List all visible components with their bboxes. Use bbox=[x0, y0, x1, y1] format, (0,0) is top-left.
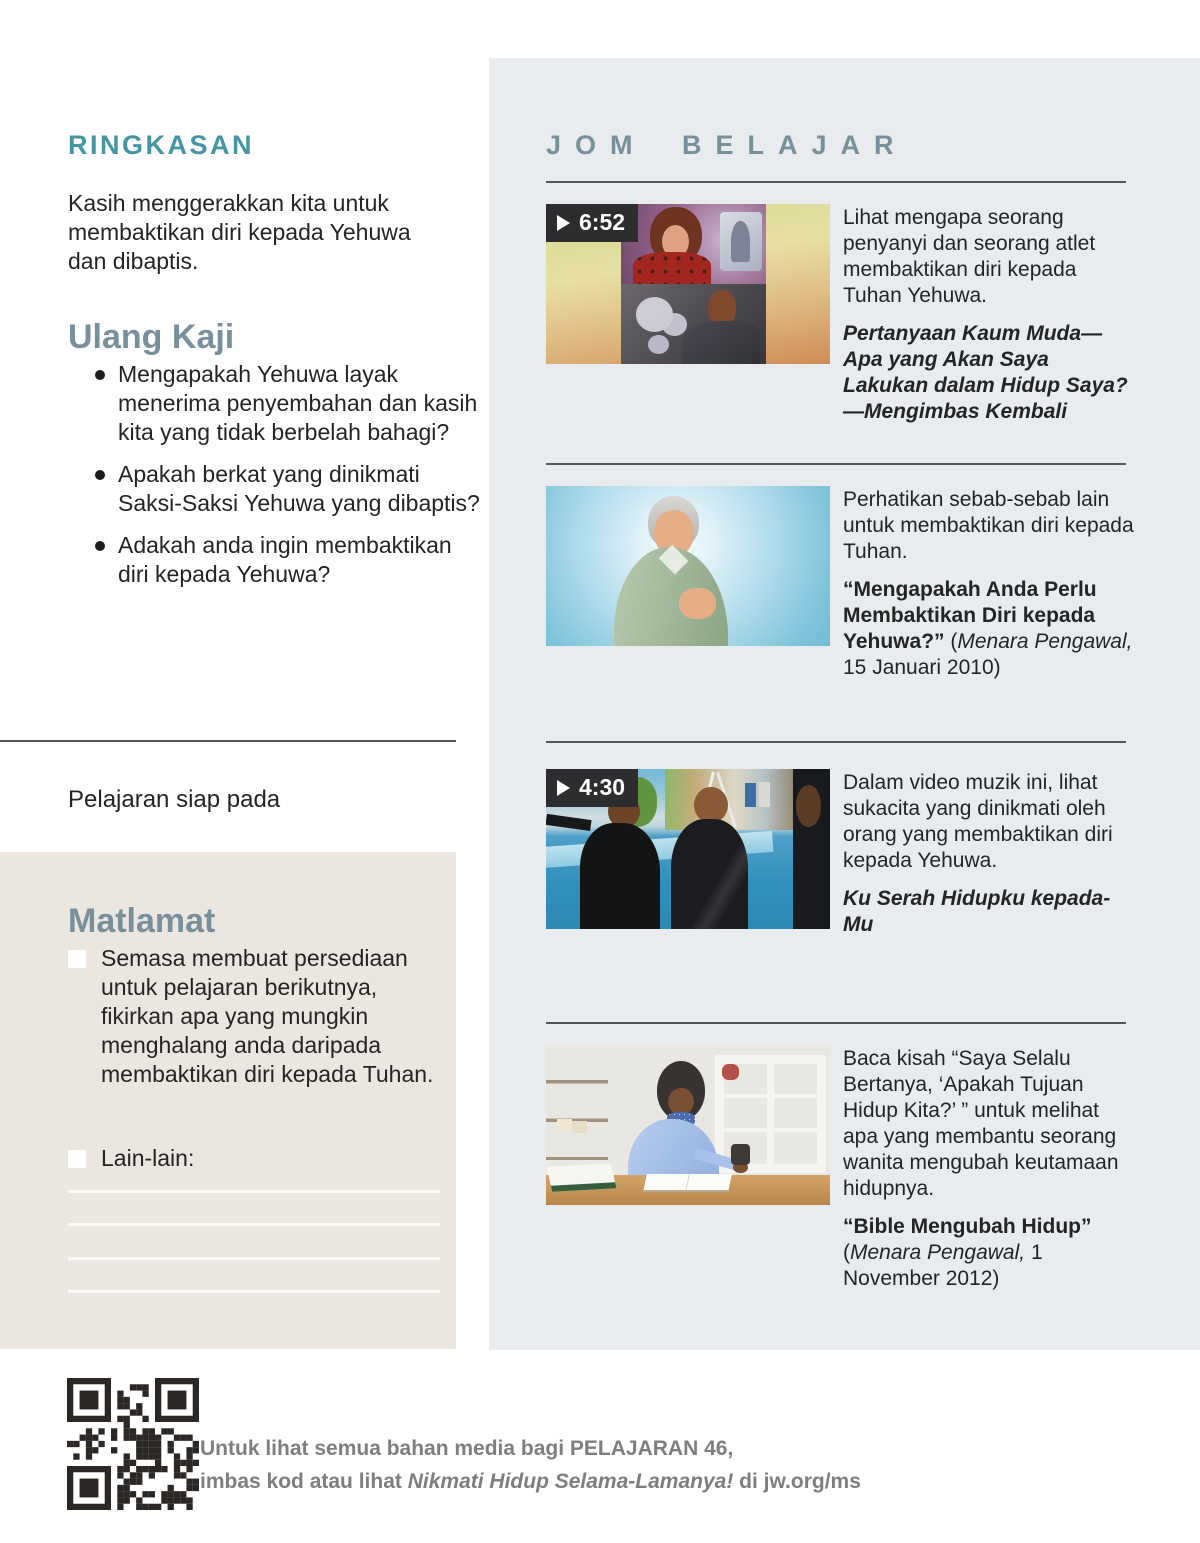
footer-line2 bbox=[200, 1465, 861, 1498]
study-item-title bbox=[843, 1214, 1136, 1292]
interview-photo-athlete bbox=[621, 284, 766, 364]
write-in-line bbox=[68, 1223, 440, 1226]
lesson-ready-label: Pelajaran siap pada bbox=[68, 786, 281, 813]
goal-text: Semasa membuat persediaan untuk pelajaran berikutnya, fikirkan apa yang mungkin menghalang anda daripada membaktikan diri kepada Tuhan. bbox=[101, 945, 434, 1087]
athlete-suit bbox=[682, 321, 760, 364]
candles bbox=[557, 1119, 571, 1132]
study-item-row bbox=[546, 1045, 1196, 1292]
study-panel-title: JOM BELAJAR bbox=[546, 130, 908, 161]
reference-open: ( bbox=[843, 1241, 850, 1264]
goals-box bbox=[0, 852, 456, 1349]
reference-source: Menara Pengawal, bbox=[850, 1241, 1026, 1264]
interview-photo-singer bbox=[621, 204, 766, 284]
qr-code bbox=[67, 1378, 199, 1510]
wedding-photo-inset bbox=[720, 212, 762, 271]
reference-date: 15 Januari 2010) bbox=[843, 656, 1001, 679]
onlooker bbox=[759, 782, 770, 808]
study-item-description: Baca kisah “Saya Selalu Bertanya, ‘Apakah Tujuan Hidup Kita?’ ” untuk melihat apa yang membantu seorang wanita mengubah keutamaan hidupnya. bbox=[843, 1047, 1119, 1200]
study-item-text bbox=[843, 486, 1136, 681]
section-divider bbox=[546, 463, 1126, 465]
footer-note bbox=[200, 1432, 861, 1498]
left-section-divider bbox=[0, 740, 456, 742]
footer-line2-text: imbas kod atau lihat bbox=[200, 1470, 408, 1493]
article-title: “Mengapakah Anda Perlu Membaktikan Diri kepada Yehuwa?” bbox=[843, 578, 1097, 653]
baptizer-arm bbox=[546, 814, 592, 831]
review-title: Ulang Kaji bbox=[68, 318, 235, 357]
study-item-row bbox=[546, 769, 1196, 938]
summary-body: Kasih menggerakkan kita untuk membaktikan diri kepada Yehuwa dan dibaptis. bbox=[68, 190, 411, 274]
study-item-description: Lihat mengapa seorang penyanyi dan seorang atlet membaktikan diri kepada Tuhan Yehuwa. bbox=[843, 206, 1096, 307]
study-item-text bbox=[843, 769, 1136, 938]
open-book bbox=[643, 1174, 732, 1192]
video-thumbnail-baptism[interactable] bbox=[546, 769, 830, 929]
write-in-line bbox=[68, 1257, 440, 1260]
reference-date: 1 November 2012) bbox=[843, 1241, 1043, 1290]
video-duration: 6:52 bbox=[579, 209, 626, 235]
study-item-description: Perhatikan sebab-sebab lain untuk membaktikan diri kepada Tuhan. bbox=[843, 488, 1134, 563]
goals-title: Matlamat bbox=[68, 902, 216, 941]
write-in-line bbox=[68, 1290, 440, 1293]
study-item-row bbox=[546, 486, 1196, 681]
review-question: Apakah berkat yang dinikmati Saksi-Saksi Yehuwa yang dibaptis? bbox=[95, 460, 487, 518]
attendant-face bbox=[796, 785, 822, 827]
goal-item bbox=[68, 944, 436, 1089]
baptizer-shirt bbox=[580, 823, 660, 929]
reference-open: ( bbox=[944, 630, 958, 653]
singer-floral-top bbox=[633, 252, 711, 284]
reference-source: Menara Pengawal, bbox=[957, 630, 1133, 653]
study-item-title bbox=[843, 321, 1136, 425]
open-bible bbox=[546, 1164, 616, 1193]
baptized-youth-wet-shirt bbox=[671, 819, 748, 929]
goal-text: Lain-lain: bbox=[101, 1145, 195, 1171]
clasped-hands bbox=[679, 588, 716, 618]
goal-checkbox[interactable] bbox=[68, 950, 86, 968]
song-title: Ku Serah Hidupku kepada-Mu bbox=[843, 887, 1111, 936]
section-divider bbox=[546, 741, 1126, 743]
article-image-praying-man bbox=[546, 486, 830, 646]
wedding-couple-silhouette bbox=[731, 221, 749, 261]
review-question-list bbox=[95, 360, 487, 602]
summary-title: RINGKASAN bbox=[68, 130, 255, 161]
footer-line1: Untuk lihat semua bahan media bagi PELAJARAN 46, bbox=[200, 1437, 734, 1460]
study-item-description: Dalam video muzik ini, lihat sukacita yang dinikmati oleh orang yang membaktikan diri kepada Yehuwa. bbox=[843, 771, 1113, 872]
goal-item bbox=[68, 1144, 436, 1173]
study-item-text bbox=[843, 1045, 1136, 1292]
write-in-line bbox=[68, 1190, 440, 1193]
windowsill-pot bbox=[731, 1144, 751, 1165]
book-crease bbox=[686, 1174, 691, 1190]
study-item-text bbox=[843, 204, 1136, 425]
article-title: “Bible Mengubah Hidup” bbox=[843, 1215, 1092, 1238]
article-image-woman-studying bbox=[546, 1045, 830, 1205]
study-item-row bbox=[546, 204, 1196, 425]
review-question: Mengapakah Yehuwa layak menerima penyembahan dan kasih kita yang tidak berbelah bahagi? bbox=[95, 360, 487, 447]
play-icon bbox=[557, 215, 570, 231]
publication-title: Nikmati Hidup Selama-Lamanya! bbox=[407, 1470, 734, 1493]
section-divider bbox=[546, 1022, 1126, 1024]
white-flowers bbox=[636, 297, 674, 332]
baptized-youth-face bbox=[694, 787, 728, 824]
study-panel bbox=[489, 58, 1200, 1350]
window-flowers bbox=[722, 1064, 739, 1080]
video-title: Pertanyaan Kaum Muda—Apa yang Akan Saya Lakukan dalam Hidup Saya? —Mengimbas Kembali bbox=[843, 322, 1128, 423]
review-question: Adakah anda ingin membaktikan diri kepada Yehuwa? bbox=[95, 531, 487, 589]
goal-checkbox[interactable] bbox=[68, 1150, 86, 1168]
study-item-title bbox=[843, 577, 1136, 681]
onlooker bbox=[745, 783, 756, 807]
footer-site-link[interactable]: di jw.org/ms bbox=[733, 1470, 861, 1493]
video-thumbnail-interviews[interactable] bbox=[546, 204, 830, 364]
woman-cardigan bbox=[628, 1119, 719, 1180]
study-item-title bbox=[843, 886, 1136, 938]
video-duration-badge bbox=[546, 204, 638, 242]
video-duration-badge bbox=[546, 769, 638, 807]
section-divider bbox=[546, 181, 1126, 183]
video-duration: 4:30 bbox=[579, 774, 626, 800]
play-icon bbox=[557, 780, 570, 796]
